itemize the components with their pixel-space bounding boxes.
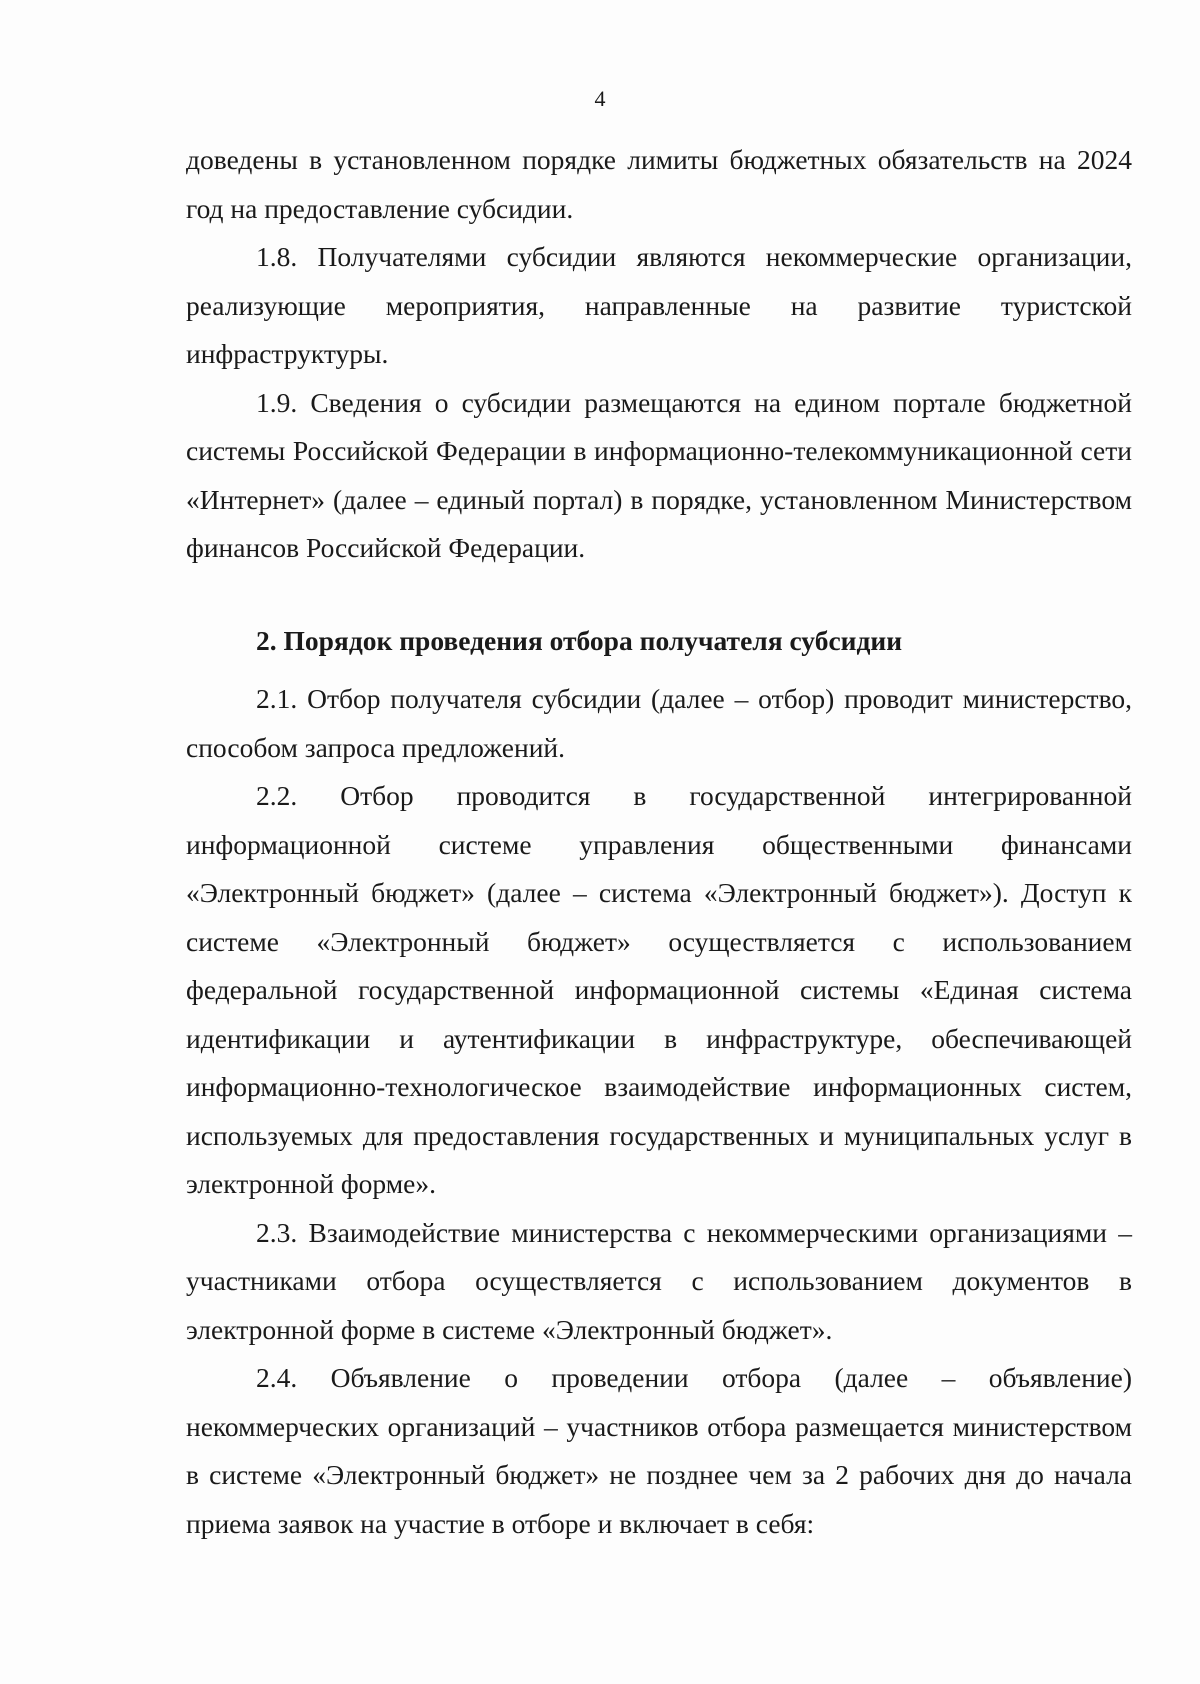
document-body xyxy=(186,136,1132,1548)
spacer xyxy=(186,665,1132,675)
section-heading: 2. Порядок проведения отбора получателя субсидии xyxy=(256,624,903,656)
paragraph-2-1: 2.1. Отбор получателя субсидии (далее – отбор) проводит министерство, способом запроса предложений. xyxy=(186,683,1132,763)
paragraph-intro: доведены в установленном порядке лимиты бюджетных обязательств на 2024 год на предоставление субсидии. xyxy=(186,144,1132,224)
spacer xyxy=(186,573,1132,617)
paragraph-2-2: 2.2. Отбор проводится в государственной интегрированной информационной системе управления общественными финансами «Электронный бюджет» (далее – система «Электронный бюджет»). Доступ к системе «Электронный бюджет» осуществляется с использованием федеральной государственной информационной системы «Единая система идентификации и аутентификации в инфраструктуре, обеспечивающей информационно-технологическое взаимодействие информационных систем, используемых для предоставления государственных и муниципальных услуг в электронной форме». xyxy=(186,780,1132,1199)
paragraph-2-3: 2.3. Взаимодействие министерства с некоммерческими организациями – участниками отбора осуществляется с использованием документов в электронной форме в системе «Электронный бюджет». xyxy=(186,1216,1132,1345)
page-number: 4 xyxy=(594,86,606,111)
paragraph-1-9: 1.9. Сведения о субсидии размещаются на едином портале бюджетной системы Российской Федерации в информационно-телекоммуникационной сети «Интернет» (далее – единый портал) в порядке, установленном Министерством финансов Российской Федерации. xyxy=(186,386,1132,563)
paragraph-2-4: 2.4. Объявление о проведении отбора (далее – объявление) некоммерческих организаций – участников отбора размещается министерством в системе «Электронный бюджет» не позднее чем за 2 рабочих дня до начала приема заявок на участие в отборе и включает в себя: xyxy=(186,1362,1132,1539)
paragraph-1-8: 1.8. Получателями субсидии являются некоммерческие организации, реализующие мероприятия, направленные на развитие туристской инфраструктуры. xyxy=(186,241,1132,369)
